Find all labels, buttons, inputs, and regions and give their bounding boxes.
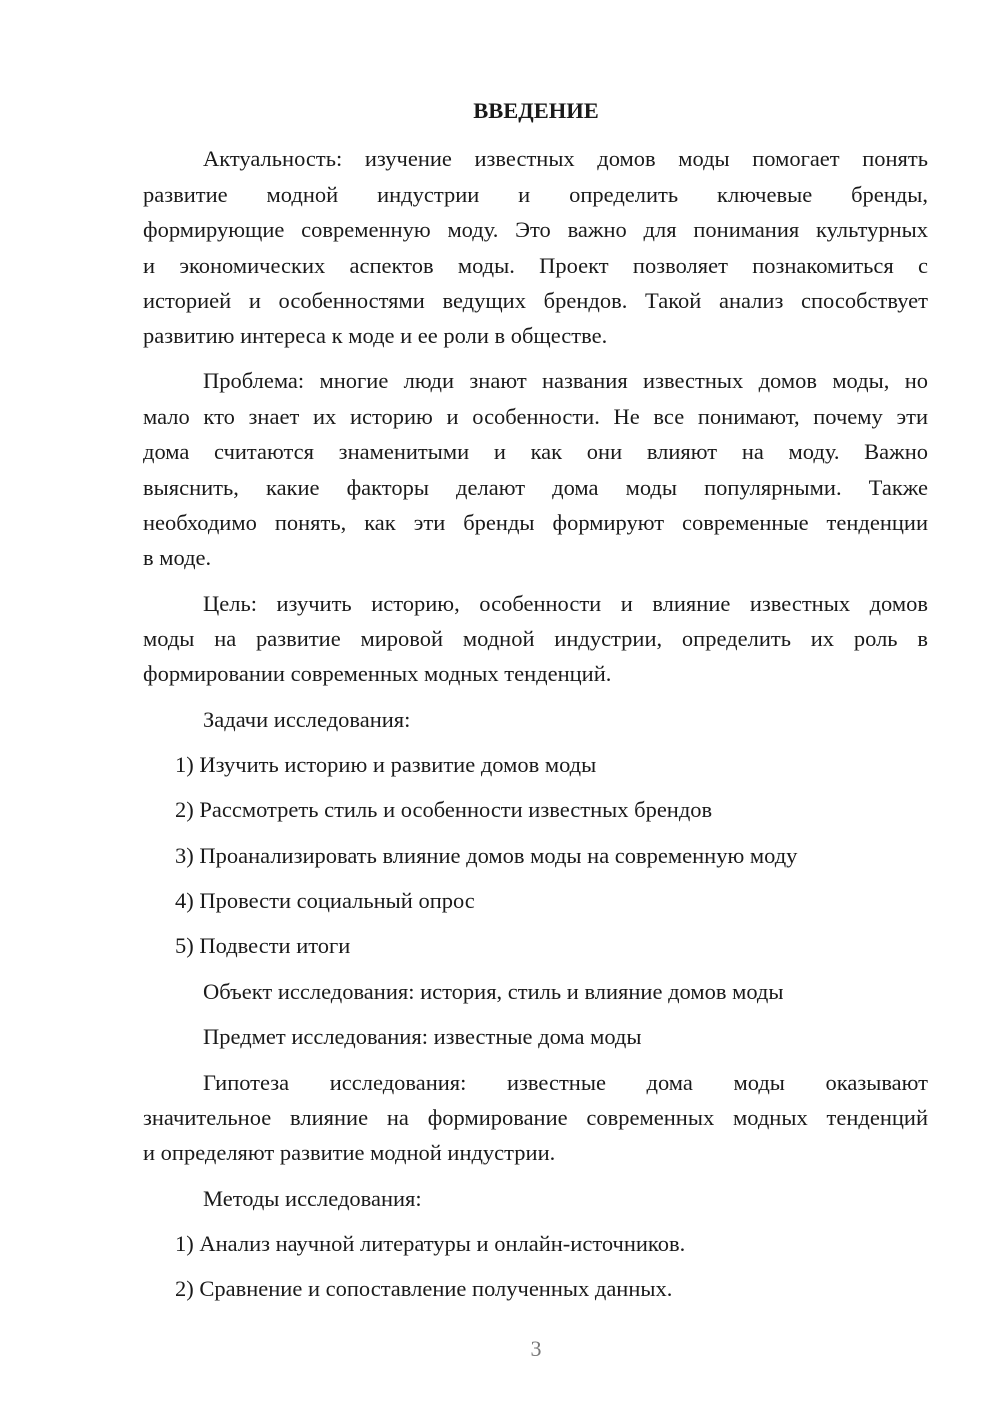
research-subject: Предмет исследования: известные дома моды (203, 1024, 642, 1049)
paragraph-line: необходимо понять, как эти бренды формируют современные тенденции (143, 510, 928, 535)
task-item: 4) Провести социальный опрос (175, 888, 475, 913)
method-item: 2) Сравнение и сопоставление полученных данных. (175, 1276, 673, 1301)
paragraph-line: выяснить, какие факторы делают дома моды популярными. Также (143, 475, 928, 500)
paragraph-line: мало кто знает их историю и особенности. Не все понимают, почему эти (143, 404, 928, 429)
paragraph-line: моды на развитие мировой модной индустрии, определить их роль в (143, 626, 928, 651)
paragraph-line: в моде. (143, 545, 212, 570)
paragraph-line: значительное влияние на формирование современных модных тенденций (143, 1105, 928, 1130)
paragraph-line: историей и особенностями ведущих брендов. Такой анализ способствует (143, 288, 928, 313)
paragraph-line: развитию интереса к моде и ее роли в обществе. (143, 323, 608, 348)
methods-heading: Методы исследования: (203, 1186, 422, 1211)
paragraph-line: развитие модной индустрии и определить ключевые бренды, (143, 182, 928, 207)
paragraph-line: дома считаются знаменитыми и как они влияют на моду. Важно (143, 439, 928, 464)
task-item: 1) Изучить историю и развитие домов моды (175, 752, 597, 777)
task-item: 2) Рассмотреть стиль и особенности известных брендов (175, 797, 713, 822)
paragraph-line: Проблема: многие люди знают названия известных домов моды, но (203, 368, 928, 393)
paragraph-line: Цель: изучить историю, особенности и влияние известных домов (203, 591, 928, 616)
method-item: 1) Анализ научной литературы и онлайн-источников. (175, 1231, 686, 1256)
task-item: 3) Проанализировать влияние домов моды на современную моду (175, 843, 798, 868)
page-number: 3 (530, 1336, 542, 1361)
paragraph-line: формировании современных модных тенденций. (143, 661, 612, 686)
task-item: 5) Подвести итоги (175, 933, 351, 958)
paragraph-line: формирующие современную моду. Это важно для понимания культурных (143, 217, 928, 242)
paragraph-line: и определяют развитие модной индустрии. (143, 1140, 556, 1165)
page-title: ВВЕДЕНИЕ (473, 98, 599, 123)
paragraph-line: и экономических аспектов моды. Проект позволяет познакомиться с (143, 253, 928, 278)
research-object: Объект исследования: история, стиль и влияние домов моды (203, 979, 784, 1004)
paragraph-line: Актуальность: изучение известных домов моды помогает понять (203, 146, 928, 171)
tasks-heading: Задачи исследования: (203, 707, 411, 732)
paragraph-line: Гипотеза исследования: известные дома моды оказывают (203, 1070, 928, 1095)
